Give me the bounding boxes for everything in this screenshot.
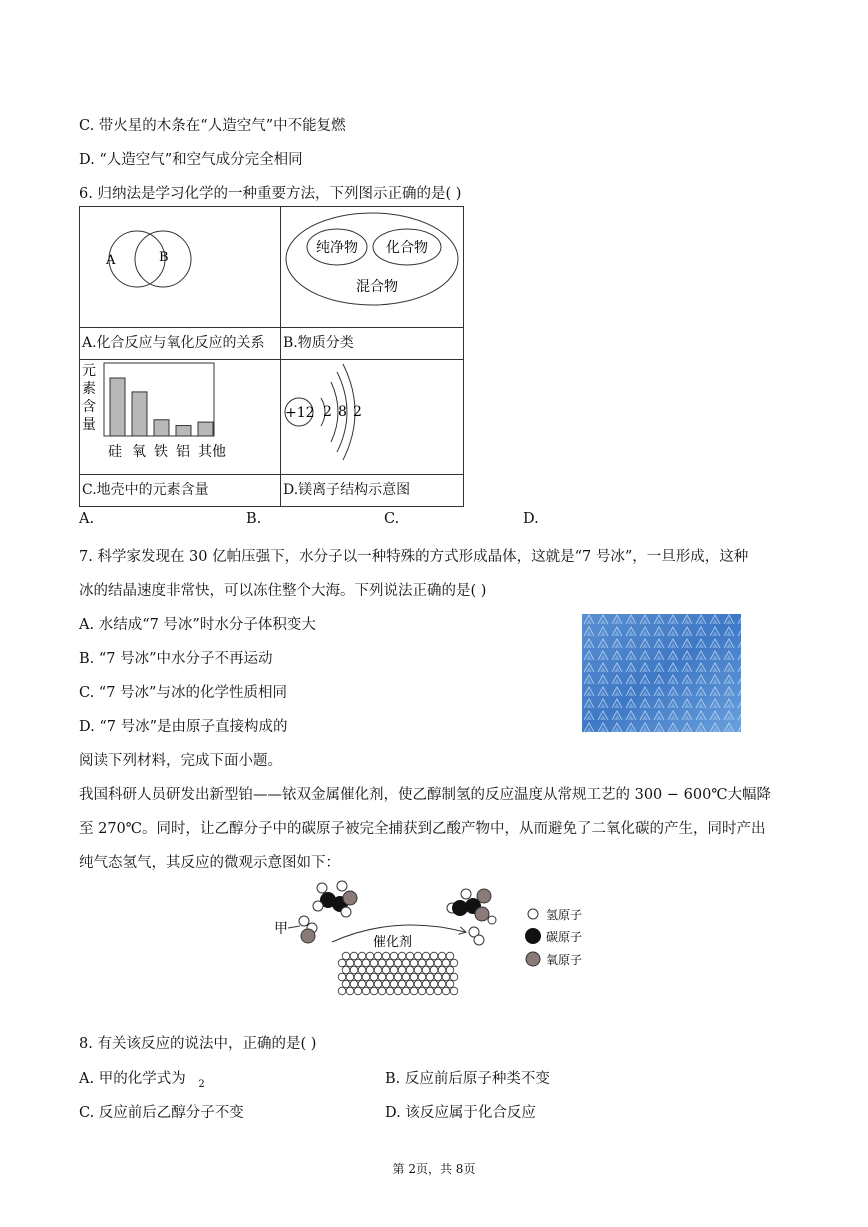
venn-label-a: A	[106, 253, 116, 268]
category-label-0: 硅	[108, 444, 122, 460]
water-molecule	[299, 916, 317, 943]
crust-bar-chart	[80, 360, 280, 470]
acetic-acid-molecule	[447, 889, 496, 924]
reading-paragraph-3: 纯气态氢气，其反应的微观示意图如下：	[79, 855, 340, 871]
q8-option-b: B. 反应前后原子种类不变	[385, 1071, 550, 1087]
caption-a-cell	[80, 328, 281, 360]
caption-c-cell	[80, 475, 281, 507]
q6-answer-a[interactable]: A.	[79, 511, 95, 527]
category-label-4: 其他	[198, 444, 226, 460]
ylabel-3: 量	[82, 417, 96, 433]
legend-carbon-swatch	[525, 928, 541, 944]
label-pure: 纯净物	[316, 240, 358, 256]
q7-option-c: C. “7 号冰”与冰的化学性质相同	[79, 685, 287, 701]
category-label-1: 氧	[132, 444, 146, 460]
venn-cell	[80, 207, 281, 328]
category-label-2: 铁	[154, 444, 168, 460]
reading-paragraph-1: 我国科研人员研发出新型铂——铱双金属催化剂，使乙醇制氢的反应温度从常规工艺的 300 − 600℃大幅降	[79, 787, 772, 803]
q6-stem: 6. 归纳法是学习化学的一种重要方法，下列图示正确的是( )	[79, 186, 462, 202]
shell-3: 2	[353, 404, 362, 420]
q7-option-b: B. “7 号冰”中水分子不再运动	[79, 651, 273, 667]
ylabel-0: 元	[82, 363, 96, 379]
caption-d: D.镁离子结构示意图	[283, 482, 411, 498]
legend-hydrogen-swatch	[528, 909, 538, 919]
page-footer: 第 2页，共 8页	[392, 1162, 476, 1176]
bar-1	[132, 392, 147, 436]
label-compound: 化合物	[386, 240, 428, 256]
bar-chart-cell	[80, 360, 281, 475]
reaction-diagram	[270, 876, 600, 998]
q7-stem-line1: 7. 科学家发现在 30 亿帕压强下，水分子以一种特殊的方式形成晶体，这就是“7 号冰”，一旦形成，这种	[79, 549, 749, 565]
ethanol-molecule	[313, 881, 357, 917]
ion-cell	[281, 360, 464, 475]
bar-2	[154, 420, 169, 436]
category-label-3: 铝	[176, 444, 190, 460]
hydrogen-molecule	[469, 927, 484, 945]
caption-b-cell	[281, 328, 464, 360]
q5-option-d: D. “人造空气”和空气成分完全相同	[79, 152, 303, 168]
shell-2: 8	[338, 404, 347, 420]
legend-oxygen-swatch	[526, 952, 540, 966]
caption-d-cell	[281, 475, 464, 507]
bar-4	[198, 422, 213, 436]
q8-option-d: D. 该反应属于化合反应	[385, 1105, 536, 1121]
q8-option-c: C. 反应前后乙醇分子不变	[79, 1105, 244, 1121]
q6-answer-c[interactable]: C.	[384, 511, 400, 527]
caption-a: A.化合反应与氧化反应的关系	[82, 335, 265, 351]
reading-paragraph-2: 至 270℃。同时，让乙醇分子中的碳原子被完全捕获到乙酸产物中，从而避免了二氧化碳的产生，同时产出	[79, 821, 766, 837]
q5-option-c: C. 带火星的木条在“人造空气”中不能复燃	[79, 118, 346, 134]
legend-hydrogen: 氢原子	[546, 908, 583, 922]
q8-option-a-subscript: 2	[198, 1079, 205, 1090]
classification-cell	[281, 207, 464, 328]
caption-b: B.物质分类	[283, 335, 354, 351]
reading-intro: 阅读下列材料，完成下面小题。	[79, 753, 282, 769]
ice-crystal-photo	[582, 614, 741, 732]
ylabel-2: 含	[82, 399, 96, 415]
q8-option-a-text: A. 甲的化学式为	[79, 1071, 186, 1087]
bar-0	[110, 378, 125, 436]
q6-table	[79, 206, 464, 507]
venn-diagram	[80, 207, 280, 323]
legend-oxygen: 氧原子	[546, 953, 583, 967]
label-catalyst: 催化剂	[373, 935, 413, 950]
q7-stem-line2: 冰的结晶速度非常快，可以冻住整个大海。下列说法正确的是( )	[79, 583, 487, 599]
q8-stem: 8. 有关该反应的说法中，正确的是( )	[79, 1036, 317, 1052]
magnesium-ion-diagram	[281, 360, 463, 470]
classification-diagram	[281, 207, 463, 323]
legend-carbon: 碳原子	[546, 930, 583, 944]
q6-answer-b[interactable]: B.	[246, 511, 262, 527]
bar-3	[176, 426, 191, 436]
shell-1: 2	[323, 404, 332, 420]
label-jia: 甲	[274, 921, 288, 937]
venn-label-b: B	[159, 250, 169, 265]
ylabel-1: 素	[82, 381, 96, 397]
q7-option-d: D. “7 号冰”是由原子直接构成的	[79, 719, 288, 735]
q7-option-a: A. 水结成“7 号冰”时水分子体积变大	[79, 617, 316, 633]
q6-answer-d[interactable]: D.	[523, 511, 539, 527]
q8-option-a	[79, 1067, 205, 1088]
caption-c: C.地壳中的元素含量	[82, 482, 209, 498]
catalyst-surface	[338, 952, 458, 995]
label-mixture: 混合物	[356, 279, 398, 295]
nucleus-label: +12	[285, 405, 315, 421]
